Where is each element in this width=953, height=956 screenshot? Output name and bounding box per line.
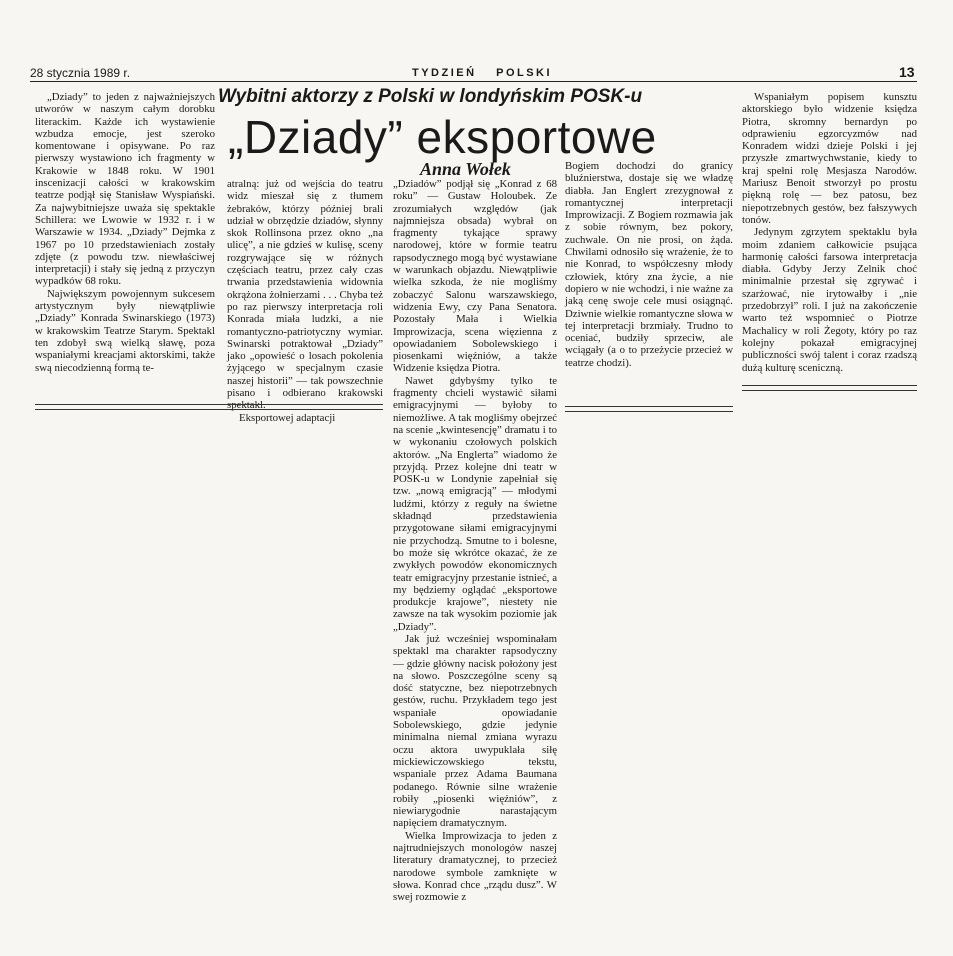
section-end-bar <box>565 406 733 412</box>
section-end-bar <box>35 404 383 410</box>
article-column-4 <box>565 160 733 369</box>
paragraph: Wielka Improwizacja to jeden z najtrudniejszych monologów naszej literatury dramatycznej, to przecież narodowe symbole zamknięte w słowa. Konrad chce „rządu dusz”. W swej rozmowie z <box>393 829 557 904</box>
article-column-1 <box>35 91 215 374</box>
paragraph: Nawet gdybyśmy tylko te fragmenty chcieli wystawić siłami emigracyjnymi — byłoby to niemożliwe. A tak mogliśmy obejrzeć na scenie „kwintesencję” dramatu i to w wykonaniu czołowych polskich aktorów. „Na Englerta” wiadomo że przyjdą. Przez kolejne dni teatr w POSK-u w Londynie zapełniał się tzw. „nową emigracją” — młodymi ludźmi, którzy z reguły na świetne składnąd przedstawienia przygotowane siłami emigracyjnymi nie przychodzą. Smutne to i bolesne, bo może się wkrótce okazać, że ze zwykłych powodów ekonomicznych teatr emigracyjny przestanie istnieć, a my będziemy oglądać „eksportowe produkcje krajowe”, niestety nie zawsze na tak wysokim poziomie jak „Dziady”. <box>393 374 557 633</box>
newspaper-name: TYDZIEŃ POLSKI <box>412 67 553 79</box>
paragraph: „Dziadów” podjął się „Konrad z 68 roku” — Gustaw Holoubek. Ze zrozumiałych względów (jak najmniejsza obsada) wybrał on fragmenty tykające sprawy narodowej, które w formie teatru rapsodycznego mogą być wystawiane w warunkach objazdu. Niewątpliwie wielka szkoda, że nie mogliśmy zobaczyć Salonu warszawskiego, widzenia Ewy, czy Pana Senatora. Pozostały Mała i Wielkia Improwizacja, scena więzienna z opowiadaniem Sobolewskiego i piosenkami więźniów, a także Widzenie księdza Piotra. <box>393 178 557 375</box>
article-column-3 <box>393 178 557 904</box>
page-date: 28 stycznia 1989 r. <box>30 66 131 80</box>
article-column-5 <box>742 91 917 374</box>
paragraph: „Dziady” to jeden z najważniejszych utworów w naszym całym dorobku literackim. Każde ich wystawienie wzbudza emocje, jest szeroko komentowane i opisywane. Po raz pierwszy wystawiono ich fragmenty w Krakowie w 1848 roku. W 1901 inscenizacji całości w krakowskim teatrze podjął się Stanisław Wyspiański. Za najwybitniejsze uważa się spektakle Schillera: we Lwowie w 1932 r. i w Warszawie w 1934. „Dziady” Dejmka z 1967 po 10 przedstawieniach zostały zdjęte (z powodu tzw. niewłaściwej interpretacji) i stały się jedną z przyczyn wypadków 68 roku. <box>35 91 215 288</box>
header-rule <box>30 81 917 82</box>
paragraph: Eksportowej adaptacji <box>239 411 336 424</box>
paragraph: Bogiem dochodzi do granicy bluźnierstwa, dostaje się we władzę diabła. Jan Englert zrezygnował z romantycznej interpretacji Improwizacji. Z Bogiem rozmawia jak z sobie równym, bez pokory, zuchwale. On nie prosi, on żąda. Chwilami odnosiło się wrażenie, że to nie Konrad, to współczesny młody człowiek, który zna życie, a nie dopiero w nie wchodzi, i nie ważne za jaką cenę swoje cele musi osiągnąć. Dziwnie wielkie romantyczne słowa w tej interpretacji brzmiały. Trudno to oceniać, budziły sprzeciw, ale wciągały (a o to przeżycie przecież w teatrze chodzi). <box>565 160 733 369</box>
article-title: „Dziady” eksportowe <box>228 111 657 163</box>
paragraph: atralną: już od wejścia do teatru widz mieszał się z tłumem żebraków, którzy później brali udział w obrzędzie dziadów, słynny skok Rollinsona przez okno „na ulicę”, a nie gdzieś w kulisę, sceny rozgrywające się w różnych częściach teatru, przez cały czas trwania przedstawienia widownia okrążona żołnierzami . . . Chyba też po raz pierwszy interpretacja roli Konrada miała ludzki, a nie romantyczno-patriotyczny wymiar. Swinarski potraktował „Dziady” jako „opowieść o losach pokolenia żyjącego w specjalnym czasie naszej historii” — tak powszechnie pisano i odbierano krakowski spektakl. <box>227 178 383 412</box>
paragraph: Największym powojennym sukcesem artystycznym były niewątpliwie „Dziady” Konrada Swinarskiego (1973) w krakowskim Teatrze Starym. Spektakl ten zdobył swą wielką sławę, poza wspaniałymi kreacjami aktorskimi, także swą niecodzienną formą te- <box>35 287 215 374</box>
paragraph: Jedynym zgrzytem spektaklu była moim zdaniem całkowicie psująca harmonię całości farsowa interpretacja diabła. Gdyby Jerzy Zelnik choć minimalnie przestał się zgrywać i szarżować, nie irytowałby i „nie przedobrzył” roli. I już na zakończenie warto też wspomnieć o Piotrze Machalicy w roli Żegoty, który po raz kolejny pokazał emigracyjnej publiczności swój talent i coraz rzadszą dużą kulturę sceniczną. <box>742 226 917 374</box>
page-number: 13 <box>899 64 915 80</box>
paragraph: Wspaniałym popisem kunsztu aktorskiego było widzenie księdza Piotra, skromny bernardyn po odprawieniu egzorcyzmów nad Konradem widzi dzieje Polski i jej przyszłe zmartwychwstanie, kiedy to kraj spełni rolę Mesjasza Narodów. Mariusz Benoit stworzył po prostu piękną rolę — bez patosu, bez niepotrzebnych gestów, bez fałszywych tonów. <box>742 91 917 226</box>
article-author: Anna Wołek <box>420 159 511 179</box>
article-kicker: Wybitni aktorzy z Polski w londyńskim POSK-u <box>218 86 643 107</box>
paragraph: Jak już wcześniej wspominałam spektakl ma charakter rapsodyczny — gdzie główny nacisk położony jest na słowo. Poszczególne sceny są dość statyczne, bez niepotrzebnych gestów, ruchu. Przykładem tego jest wspaniałe opowiadanie Sobolewskiego, gdzie jedynie minimalna niemal zmiana wyrazu oczu aktora uwypuklała siłę mickiewiczowskiego tekstu, wspaniale przez Adama Baumana podanego. Równie silne wrażenie robiły „piosenki więźniów”, z niewiarygodnie narastającym napięciem dramatycznym. <box>393 632 557 830</box>
section-end-bar <box>742 385 917 391</box>
article-column-2 <box>227 178 383 424</box>
